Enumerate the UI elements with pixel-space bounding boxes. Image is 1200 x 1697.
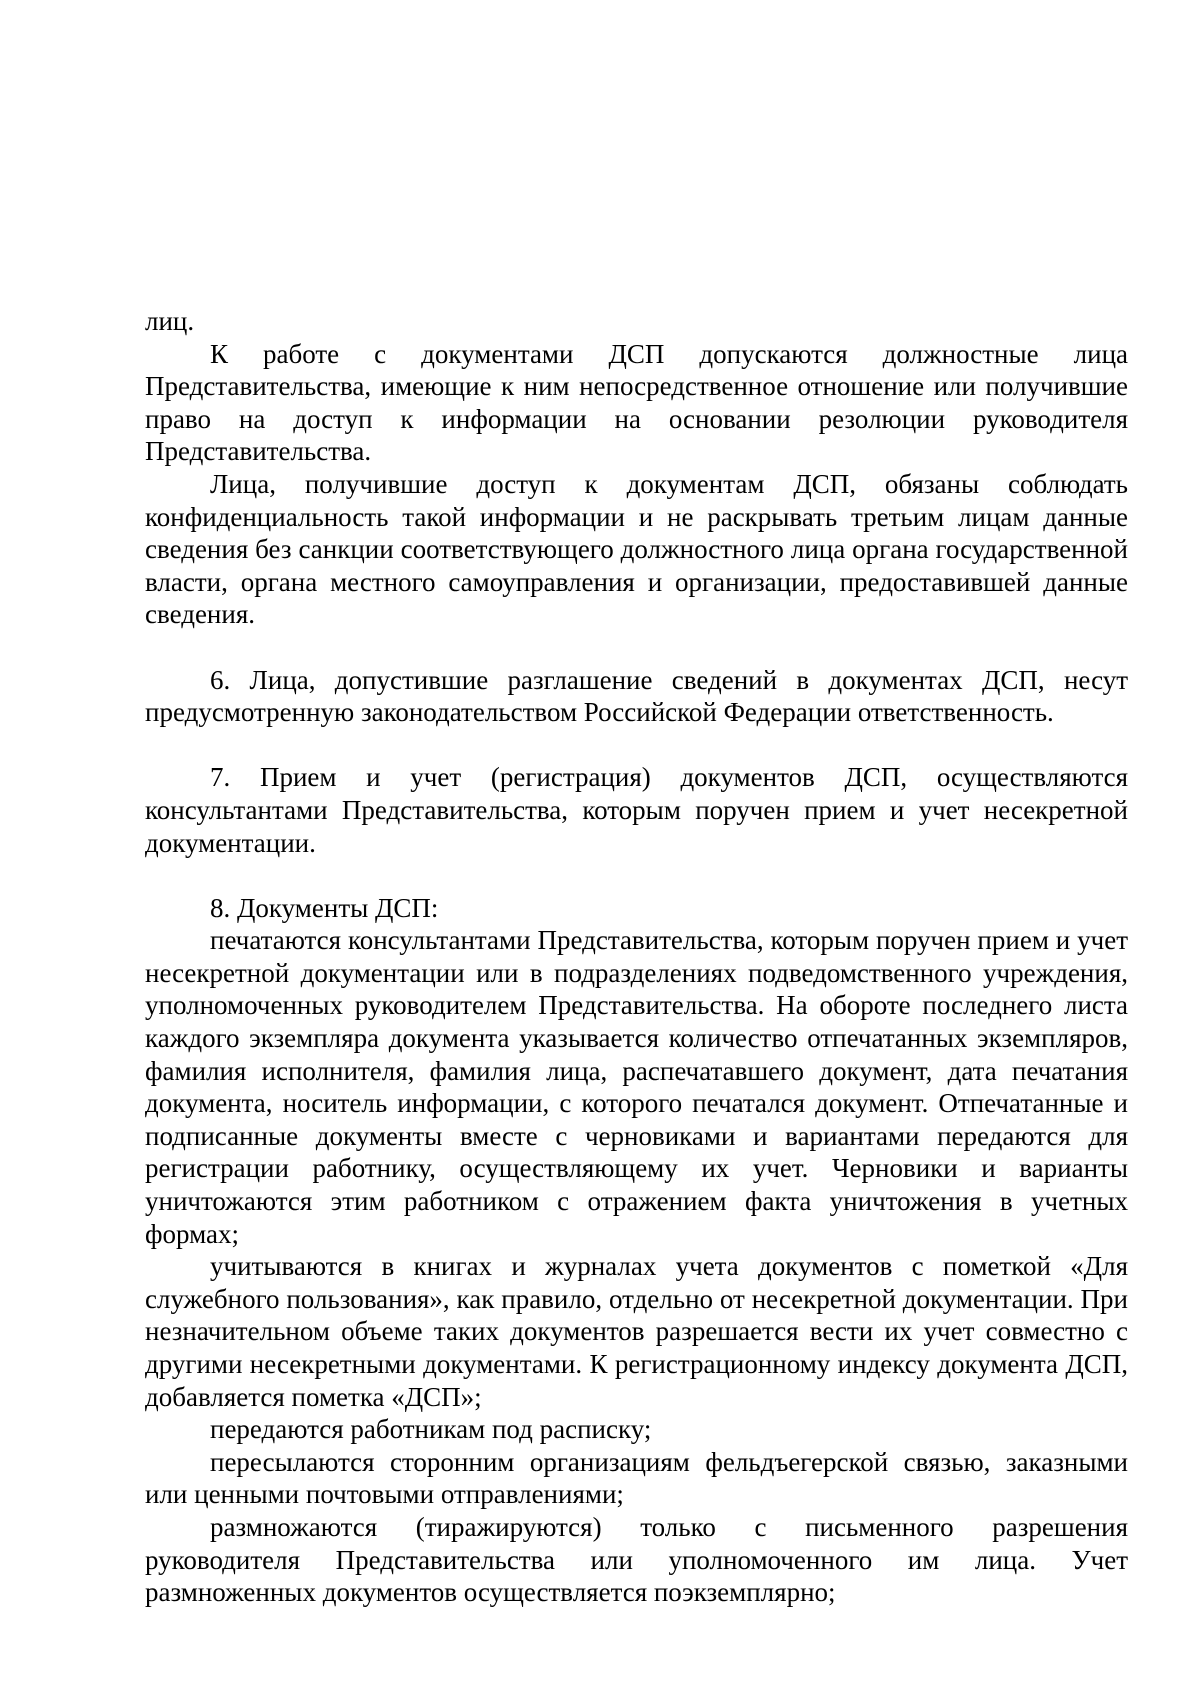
paragraph-registration: учитываются в книгах и журналах учета документов с пометкой «Для служебного пользования», как правило, отдельно от несекретной документации. При незначительном объеме таких документов разрешается вести их учет совместно с другими несекретными документами. К регистрационному индексу документа ДСП, добавляется пометка «ДСП»;: [145, 1251, 1128, 1412]
document-body: [145, 305, 1128, 1609]
paragraph-printing: печатаются консультантами Представительства, которым поручен прием и учет несекретной документации или в подразделениях подведомственного учреждения, уполномоченных руководителем Представительства. На обороте последнего листа каждого экземпляра документа указывается количество отпечатанных экземпляров, фамилия исполнителя, фамилия лица, распечатавшего документ, дата печатания документа, носитель информации, с которого печатался документ. Отпечатанные и подписанные документы вместе с черновиками и вариантами передаются для регистрации работнику, осуществляющему их учет. Черновики и варианты уничтожаются этим работником с отражением факта уничтожения в учетных формах;: [145, 925, 1128, 1249]
paragraph-continuation: лиц.: [145, 306, 195, 336]
paragraph-copying: размножаются (тиражируются) только с письменного разрешения руководителя Представительства или уполномоченного им лица. Учет размноженных документов осуществляется поэкземплярно;: [145, 1511, 1128, 1608]
paragraph-confidentiality: Лица, получившие доступ к документам ДСП, обязаны соблюдать конфиденциальность такой информации и не раскрывать третьим лицам данные сведения без санкции соответствующего должностного лица органа государственной власти, органа местного самоуправления и организации, предоставившей данные сведения.: [145, 468, 1128, 630]
paragraph-mailing: пересылаются сторонним организациям фельдъегерской связью, заказными или ценными почтовыми отправлениями;: [145, 1446, 1128, 1510]
paragraph-access: К работе с документами ДСП допускаются должностные лица Представительства, имеющие к ним непосредственное отношение или получившие право на доступ к информации на основании резолюции руководителя Представительства.: [145, 338, 1128, 467]
paragraph-item-6: 6. Лица, допустившие разглашение сведений в документах ДСП, несут предусмотренную законодательством Российской Федерации ответственность.: [145, 664, 1128, 728]
paragraph-item-7: 7. Прием и учет (регистрация) документов ДСП, осуществляются консультантами Представительства, которым поручен прием и учет несекретной документации.: [145, 762, 1128, 858]
paragraph-transfer: передаются работникам под расписку;: [210, 1414, 652, 1445]
paragraph-item-8-heading: 8. Документы ДСП:: [210, 892, 439, 923]
